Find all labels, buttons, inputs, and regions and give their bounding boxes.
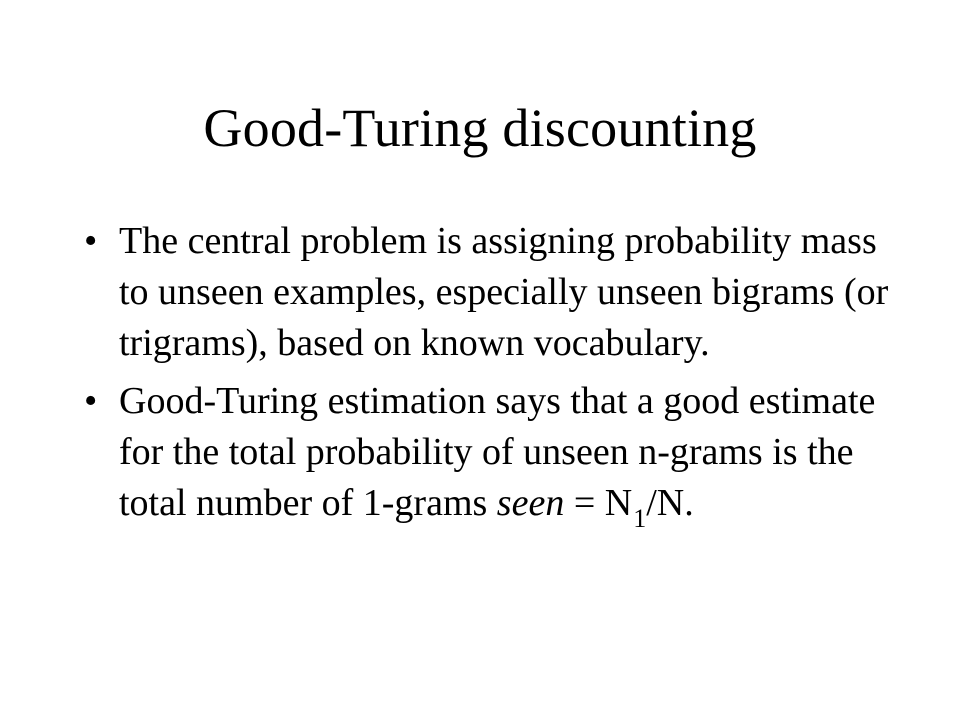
bullet-text: The central problem is assigning probability mass to unseen examples, especially unseen bigrams (or trigrams), based on known vocabulary. <box>119 220 889 364</box>
bullet-marker: • <box>84 220 98 262</box>
emphasis-text: seen <box>496 482 565 524</box>
bullet-text: Good-Turing estimation says that a good estimate for the total probability of unseen n-grams is the total number of 1-grams <box>119 380 876 524</box>
equation-suffix: /N. <box>646 482 694 524</box>
bullet-item <box>78 376 908 532</box>
equation-prefix: = N <box>564 482 633 524</box>
bullet-list <box>78 216 908 539</box>
slide-title: Good-Turing discounting <box>203 98 757 158</box>
bullet-item <box>78 216 908 369</box>
subscript: 1 <box>633 504 647 533</box>
bullet-marker: • <box>84 380 98 422</box>
